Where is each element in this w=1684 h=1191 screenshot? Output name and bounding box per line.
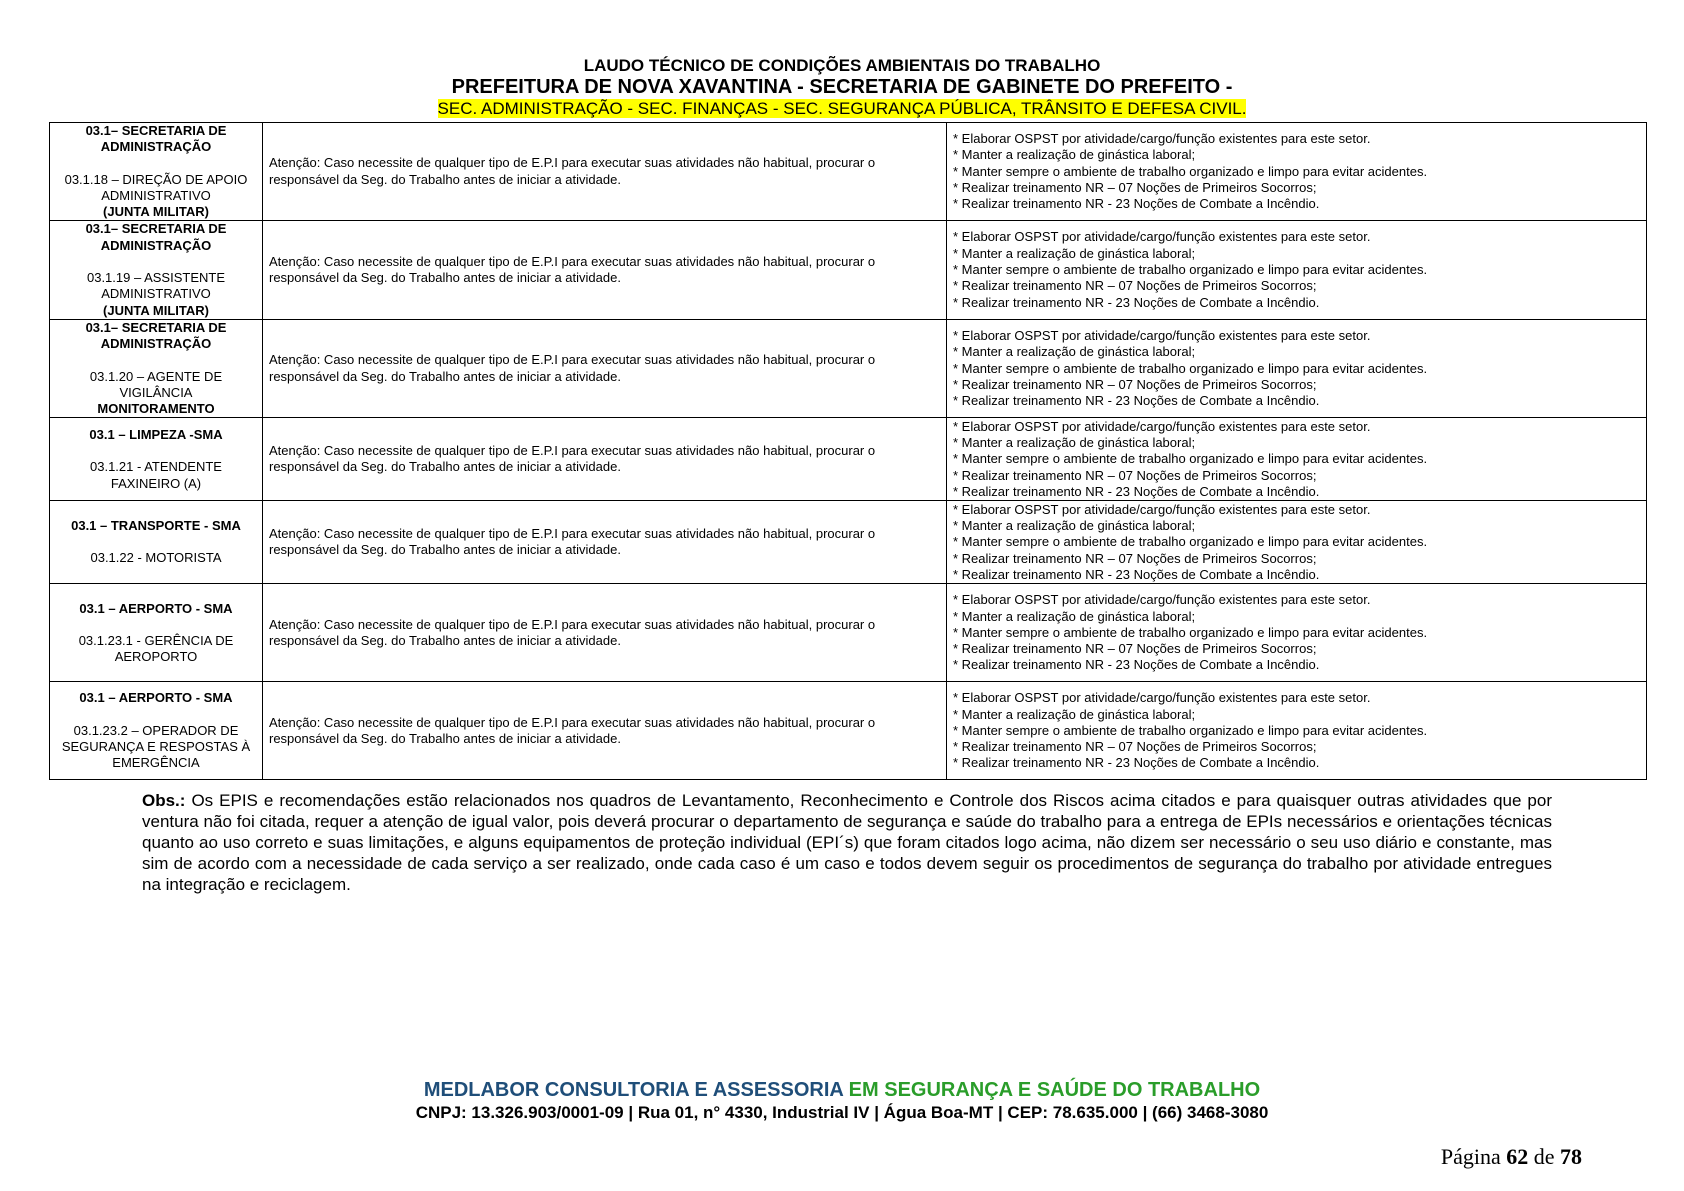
recommendations-cell	[947, 418, 1647, 501]
recommendation-item: * Realizar treinamento NR - 23 Noções de Combate a Incêndio.	[953, 755, 1320, 771]
recommendation-item: * Realizar treinamento NR - 23 Noções de Combate a Incêndio.	[953, 393, 1320, 409]
table-row	[50, 319, 1647, 417]
recommendation-item: * Realizar treinamento NR - 23 Noções de Combate a Incêndio.	[953, 566, 1320, 582]
sector-label: 03.1 – AERPORTO - SMA	[79, 690, 233, 706]
recommendation-item: * Realizar treinamento NR – 07 Noções de Primeiros Socorros;	[953, 179, 1317, 195]
page-current: 62	[1506, 1144, 1529, 1169]
role-bold-label: (JUNTA MILITAR)	[103, 204, 209, 220]
sector-label: 03.1 – TRANSPORTE - SMA	[71, 518, 241, 534]
document-header	[0, 56, 1684, 119]
recommendations-cell	[947, 221, 1647, 319]
table-row	[50, 123, 1647, 221]
page-total: 78	[1560, 1144, 1582, 1169]
sector-role-cell	[50, 501, 263, 584]
recommendation-item: * Manter sempre o ambiente de trabalho organizado e limpo para evitar acidentes.	[953, 163, 1428, 179]
obs-label: Obs.:	[142, 791, 186, 810]
table-row	[50, 682, 1647, 780]
recommendation-item: * Manter a realização de ginástica laboral;	[953, 518, 1196, 533]
recommendation-item: * Realizar treinamento NR - 23 Noções de Combate a Incêndio.	[953, 657, 1320, 673]
sector-role-cell	[50, 584, 263, 682]
recommendations-cell	[947, 123, 1647, 221]
sector-role-cell	[50, 319, 263, 417]
attention-cell: Atenção: Caso necessite de qualquer tipo de E.P.I para executar suas atividades não habitual, procurar o responsável da Seg. do Trabalho antes de iniciar a atividade.	[263, 501, 947, 584]
company-name	[0, 1078, 1684, 1102]
recommendation-item: * Elaborar OSPST por atividade/cargo/função existentes para este setor.	[953, 592, 1371, 608]
recommendation-item: * Manter sempre o ambiente de trabalho organizado e limpo para evitar acidentes.	[953, 451, 1428, 467]
attention-cell: Atenção: Caso necessite de qualquer tipo de E.P.I para executar suas atividades não habitual, procurar o responsável da Seg. do Trabalho antes de iniciar a atividade.	[263, 584, 947, 682]
document-title: LAUDO TÉCNICO DE CONDIÇÕES AMBIENTAIS DO TRABALHO	[583, 56, 1101, 75]
observation-paragraph	[142, 790, 1552, 895]
recommendations-cell	[947, 584, 1647, 682]
attention-cell: Atenção: Caso necessite de qualquer tipo de E.P.I para executar suas atividades não habitual, procurar o responsável da Seg. do Trabalho antes de iniciar a atividade.	[263, 123, 947, 221]
recommendation-item: * Manter sempre o ambiente de trabalho organizado e limpo para evitar acidentes.	[953, 262, 1428, 278]
recommendation-item: * Manter sempre o ambiente de trabalho organizado e limpo para evitar acidentes.	[953, 534, 1428, 550]
company-name-green: EM SEGURANÇA E SAÚDE DO TRABALHO	[843, 1079, 1261, 1101]
recommendations-table	[49, 122, 1647, 780]
sector-label: 03.1 – LIMPEZA -SMA	[89, 427, 223, 442]
role-label: 03.1.18 – DIREÇÃO DE APOIO ADMINISTRATIVO	[64, 171, 248, 203]
role-label: 03.1.22 - MOTORISTA	[90, 550, 222, 566]
company-name-blue: MEDLABOR CONSULTORIA E ASSESSORIA	[423, 1079, 844, 1101]
role-label: 03.1.21 - ATENDENTE FAXINEIRO (A)	[90, 459, 222, 491]
recommendation-item: * Realizar treinamento NR - 23 Noções de Combate a Incêndio.	[953, 196, 1320, 212]
recommendation-item: * Elaborar OSPST por atividade/cargo/função existentes para este setor.	[953, 327, 1371, 343]
table-row	[50, 501, 1647, 584]
recommendation-item: * Realizar treinamento NR – 07 Noções de Primeiros Socorros;	[953, 739, 1317, 755]
recommendations-cell	[947, 319, 1647, 417]
sector-role-cell	[50, 123, 263, 221]
sector-label: 03.1– SECRETARIA DE ADMINISTRAÇÃO	[85, 123, 227, 155]
recommendation-item: * Manter a realização de ginástica laboral;	[953, 608, 1196, 624]
recommendation-item: * Manter a realização de ginástica laboral;	[953, 147, 1196, 163]
recommendation-item: * Elaborar OSPST por atividade/cargo/função existentes para este setor.	[953, 690, 1371, 706]
recommendation-item: * Elaborar OSPST por atividade/cargo/função existentes para este setor.	[953, 501, 1371, 517]
page-footer	[0, 1078, 1684, 1124]
sector-role-cell	[50, 682, 263, 780]
table-row	[50, 221, 1647, 319]
recommendation-item: * Elaborar OSPST por atividade/cargo/função existentes para este setor.	[953, 229, 1371, 245]
document-subtitle: PREFEITURA DE NOVA XAVANTINA - SECRETARIA DE GABINETE DO PREFEITO -	[451, 76, 1233, 98]
recommendation-item: * Manter sempre o ambiente de trabalho organizado e limpo para evitar acidentes.	[953, 360, 1428, 376]
recommendation-item: * Realizar treinamento NR – 07 Noções de Primeiros Socorros;	[953, 376, 1317, 392]
recommendation-item: * Manter sempre o ambiente de trabalho organizado e limpo para evitar acidentes.	[953, 722, 1428, 738]
page-sep: de	[1533, 1144, 1555, 1169]
role-label: 03.1.23.1 - GERÊNCIA DE AEROPORTO	[78, 632, 234, 665]
sector-label: 03.1– SECRETARIA DE ADMINISTRAÇÃO	[85, 221, 227, 253]
recommendation-item: * Realizar treinamento NR - 23 Noções de Combate a Incêndio.	[953, 294, 1320, 310]
page-label: Página	[1440, 1144, 1501, 1169]
recommendation-item: * Elaborar OSPST por atividade/cargo/função existentes para este setor.	[953, 131, 1371, 146]
page-number	[1441, 1144, 1582, 1170]
role-label: 03.1.19 – ASSISTENTE ADMINISTRATIVO	[86, 270, 226, 302]
recommendation-item: * Realizar treinamento NR – 07 Noções de Primeiros Socorros;	[953, 550, 1317, 566]
role-bold-label: (JUNTA MILITAR)	[103, 302, 209, 318]
attention-cell: Atenção: Caso necessite de qualquer tipo de E.P.I para executar suas atividades não habitual, procurar o responsável da Seg. do Trabalho antes de iniciar a atividade.	[263, 319, 947, 417]
role-label: 03.1.23.2 – OPERADOR DE SEGURANÇA E RESPOSTAS À EMERGÊNCIA	[61, 722, 251, 771]
recommendation-item: * Realizar treinamento NR – 07 Noções de Primeiros Socorros;	[953, 641, 1317, 657]
role-bold-label: MONITORAMENTO	[97, 401, 215, 417]
recommendation-item: * Realizar treinamento NR – 07 Noções de Primeiros Socorros;	[953, 278, 1317, 294]
table-row	[50, 418, 1647, 501]
role-label: 03.1.20 – AGENTE DE VIGILÂNCIA	[89, 368, 223, 400]
recommendations-cell	[947, 501, 1647, 584]
company-address: CNPJ: 13.326.903/0001-09 | Rua 01, n° 4330, Industrial IV | Água Boa-MT | CEP: 78.635.000 | (66) 3468-3080	[415, 1103, 1269, 1122]
recommendation-item: * Manter a realização de ginástica laboral;	[953, 435, 1196, 450]
recommendation-item: * Manter sempre o ambiente de trabalho organizado e limpo para evitar acidentes.	[953, 624, 1428, 640]
recommendation-item: * Realizar treinamento NR - 23 Noções de Combate a Incêndio.	[953, 483, 1320, 499]
recommendation-item: * Manter a realização de ginástica laboral;	[953, 344, 1196, 360]
attention-cell: Atenção: Caso necessite de qualquer tipo de E.P.I para executar suas atividades não habitual, procurar o responsável da Seg. do Trabalho antes de iniciar a atividade.	[263, 418, 947, 501]
highlighted-secretariats: SEC. ADMINISTRAÇÃO - SEC. FINANÇAS - SEC. SEGURANÇA PÚBLICA, TRÂNSITO E DEFESA CIVIL.	[437, 99, 1247, 118]
sector-role-cell	[50, 418, 263, 501]
attention-cell: Atenção: Caso necessite de qualquer tipo de E.P.I para executar suas atividades não habitual, procurar o responsável da Seg. do Trabalho antes de iniciar a atividade.	[263, 221, 947, 319]
recommendations-cell	[947, 682, 1647, 780]
sector-label: 03.1 – AERPORTO - SMA	[79, 600, 233, 616]
obs-text: Os EPIS e recomendações estão relacionados nos quadros de Levantamento, Reconhecimento e Controle dos Riscos acima citados e para quaisquer outras atividades que por ventura não foi citada, requer a atenção de igual valor, pois deverá procurar o departamento de segurança e saúde do trabalho para a entrega de EPIs necessários e orientações técnicas quanto ao uso correto e suas limitações, e alguns equipamentos de proteção individual (EPI´s) que foram citados logo acima, não dizem ser necessário o seu uso diário e constante, mas sim de acordo com a necessidade de cada serviço a ser realizado, onde cada caso é um caso e todos devem seguir os procedimentos de segurança do trabalho por atividade entregues na integração e reciclagem.	[142, 791, 1552, 894]
recommendation-item: * Realizar treinamento NR – 07 Noções de Primeiros Socorros;	[953, 467, 1317, 483]
attention-cell: Atenção: Caso necessite de qualquer tipo de E.P.I para executar suas atividades não habitual, procurar o responsável da Seg. do Trabalho antes de iniciar a atividade.	[263, 682, 947, 780]
recommendation-item: * Manter a realização de ginástica laboral;	[953, 706, 1196, 722]
document-secretariats	[0, 99, 1684, 119]
sector-role-cell	[50, 221, 263, 319]
recommendation-item: * Manter a realização de ginástica laboral;	[953, 245, 1196, 261]
sector-label: 03.1– SECRETARIA DE ADMINISTRAÇÃO	[85, 319, 227, 352]
recommendation-item: * Elaborar OSPST por atividade/cargo/função existentes para este setor.	[953, 418, 1371, 434]
table-row	[50, 584, 1647, 682]
